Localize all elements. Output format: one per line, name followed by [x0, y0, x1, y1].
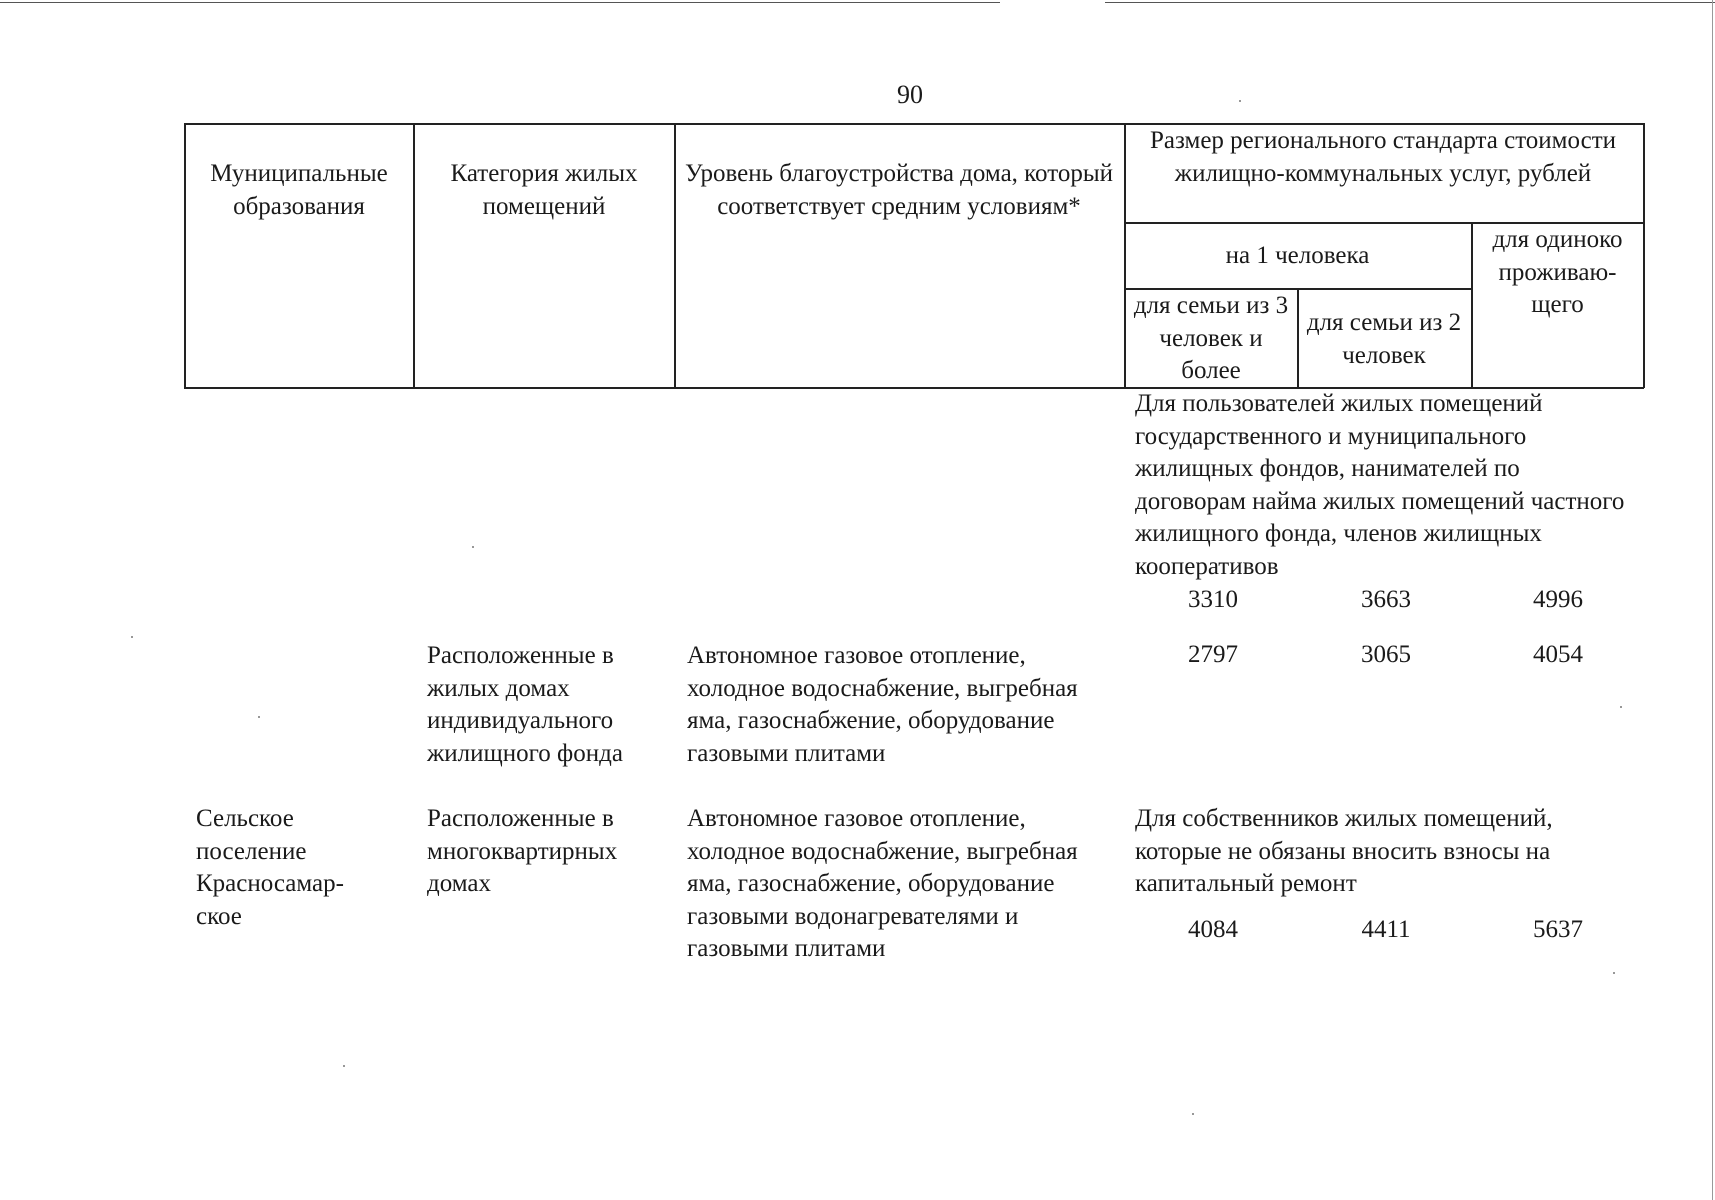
header-category: Категория жилых помещений [450, 160, 638, 220]
scan-speckle [258, 716, 260, 718]
table-col-divider [1297, 288, 1299, 388]
value-single: 4054 [1533, 641, 1583, 668]
row-category: Расположенные в многоквартирных домах [427, 805, 618, 897]
table-col-divider [413, 123, 415, 388]
scan-speckle [1620, 706, 1622, 708]
scan-speckle [1239, 100, 1241, 102]
scan-speckle [472, 546, 474, 548]
value-single: 5637 [1533, 916, 1583, 943]
scan-speckle [1613, 972, 1615, 974]
header-single: для одиноко проживаю-щего [1492, 226, 1623, 318]
row-level: Автономное газовое отопление, холодное водоснабжение, выгребная яма, газоснабжение, оборудование газовыми водонагревателями и газовыми плитами [687, 805, 1078, 962]
header-family3: для семьи из 3 человек и более [1133, 292, 1289, 384]
owners-note: Для собственников жилых помещений, которые не обязаны вносить взносы на капитальный ремонт [1135, 805, 1553, 897]
value-family2: 4411 [1361, 916, 1411, 943]
table-col-divider [1471, 222, 1473, 388]
header-family2: для семьи из 2 человек [1306, 309, 1462, 369]
scan-edge-line [1105, 2, 1715, 3]
value-family3: 4084 [1188, 916, 1238, 943]
table-border-left [184, 123, 186, 388]
value-family3: 3310 [1188, 586, 1238, 613]
scan-speckle [131, 636, 133, 638]
table-border-right [1643, 123, 1645, 388]
row-level: Автономное газовое отопление, холодное водоснабжение, выгребная яма, газоснабжение, оборудование газовыми плитами [687, 642, 1078, 767]
scan-edge-line [0, 2, 1000, 3]
value-family2: 3663 [1361, 586, 1411, 613]
value-family3: 2797 [1188, 641, 1238, 668]
scan-edge-line [1712, 0, 1713, 1200]
row-category: Расположенные в жилых домах индивидуального жилищного фонда [427, 642, 623, 767]
scan-speckle [1192, 1113, 1194, 1115]
header-per-person: на 1 человека [1225, 242, 1370, 269]
scan-speckle [343, 1065, 345, 1067]
table-col-divider [674, 123, 676, 388]
users-note: Для пользователей жилых помещений государственного и муниципального жилищных фондов, нанимателей по договорам найма жилых помещений частного жилищного фонда, членов жилищных кооперативов [1135, 390, 1625, 580]
table-col-divider [1124, 123, 1126, 388]
value-family2: 3065 [1361, 641, 1411, 668]
header-level: Уровень благоустройства дома, который соответствует средним условиям* [685, 160, 1113, 220]
header-municipal: Муниципальные образования [210, 160, 388, 220]
row-municipality: Сельское поселение Красносамар-ское [196, 805, 344, 930]
value-single: 4996 [1533, 586, 1583, 613]
header-standard: Размер регионального стандарта стоимости жилищно-коммунальных услуг, рублей [1149, 127, 1617, 187]
page-number: 90 [897, 80, 923, 109]
